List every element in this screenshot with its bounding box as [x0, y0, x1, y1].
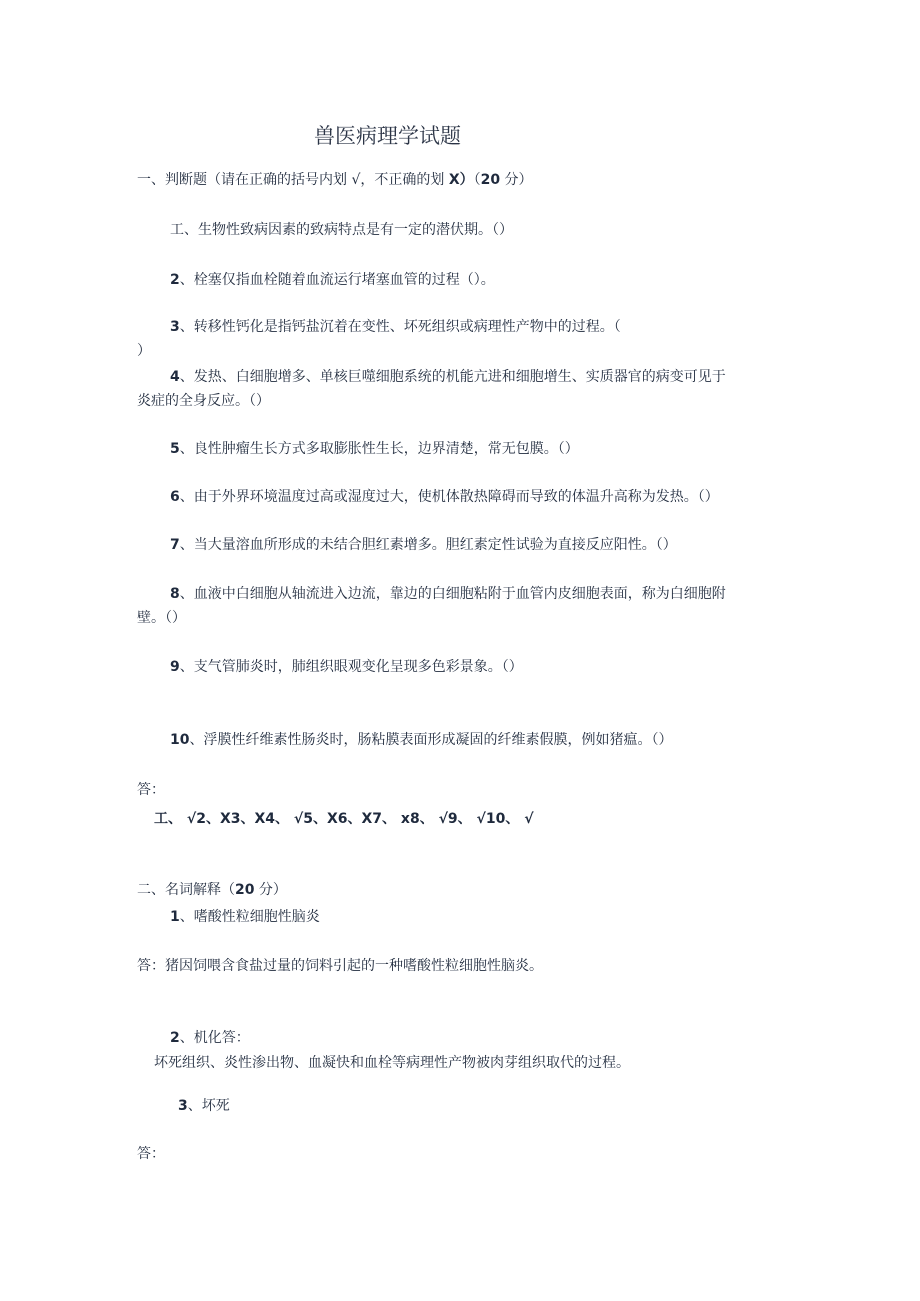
section1-heading-paren: （: [473, 172, 481, 188]
term-text: 、嗜酸性粒细胞性脑炎: [179, 909, 320, 925]
question-number: 8: [170, 586, 180, 602]
question-8: [170, 584, 726, 604]
section2-heading: [137, 880, 287, 900]
question-5: [170, 439, 579, 459]
question-1: [170, 220, 513, 240]
question-6: [170, 487, 719, 507]
question-3: [170, 317, 621, 337]
question-number: 5: [170, 441, 180, 457]
section1-answer-label: 答：: [137, 782, 165, 798]
question-9: [170, 657, 523, 677]
question-number: 4: [170, 369, 180, 385]
section1-heading-score: 20: [480, 172, 501, 188]
question-4-continuation: 炎症的全身反应。（）: [137, 393, 270, 409]
question-number: 2: [170, 272, 180, 288]
term-number: 3: [178, 1098, 188, 1114]
question-text: 、浮膜性纤维素性肠炎时，肠粘膜表面形成凝固的纤维素假膜，例如猪瘟。（）: [189, 732, 673, 748]
question-text: 、由于外界环境温度过高或湿度过大，使机体散热障碍而导致的体温升高称为发热。（）: [179, 489, 719, 505]
section2-heading-tail: 分）: [254, 882, 287, 898]
question-7: [170, 535, 677, 555]
question-number: 3: [170, 319, 180, 335]
question-text: 、当大量溶血所形成的未结合胆红素增多。胆红素定性试验为直接反应阳性。（）: [179, 537, 677, 553]
question-number: 6: [170, 489, 180, 505]
question-3-continuation: ）: [137, 343, 151, 359]
term-text: 、坏死: [187, 1098, 230, 1114]
question-number: 7: [170, 537, 180, 553]
question-text: 、生物性致病因素的致病特点是有一定的潜伏期。（）: [184, 222, 513, 238]
term-1: [170, 907, 320, 927]
section1-heading-text: 一、判断题（请在正确的括号内划 √，不正确的划: [137, 172, 449, 188]
term-number: 1: [170, 909, 180, 925]
question-text: 、支气管肺炎时，肺组织眼观变化呈现多色彩景象。（）: [179, 659, 523, 675]
section1-heading-tail: 分）: [500, 172, 533, 188]
term-number: 2: [170, 1030, 180, 1046]
question-text: 、良性肿瘤生长方式多取膨胀性生长，边界清楚，常无包膜。（）: [179, 441, 579, 457]
question-10: [170, 730, 672, 750]
question-4: [170, 367, 726, 387]
question-text: 、发热、白细胞增多、单核巨噬细胞系统的机能亢进和细胞增生、实质器官的病变可见于: [179, 369, 726, 385]
section1-heading: [137, 170, 533, 190]
question-number: 工: [170, 222, 184, 238]
term-3: [178, 1096, 230, 1116]
question-text: 、转移性钙化是指钙盐沉着在变性、坏死组织或病理性产物中的过程。（: [179, 319, 621, 335]
section2-heading-text: 二、名词解释（: [137, 882, 235, 898]
question-2: [170, 270, 495, 290]
section1-heading-mark: X）: [448, 172, 474, 188]
question-number: 9: [170, 659, 180, 675]
question-8-continuation: 壁。（）: [137, 610, 186, 626]
question-number: 10: [170, 732, 190, 748]
page-title: 兽医病理学试题: [314, 124, 461, 148]
term-3-answer: 答：: [137, 1146, 165, 1162]
question-text: 、血液中白细胞从轴流进入边流，靠边的白细胞粘附于血管内皮细胞表面，称为白细胞附: [179, 586, 726, 602]
section2-heading-score: 20: [235, 882, 255, 898]
question-text: 、栓塞仅指血栓随着血流运行堵塞血管的过程（）。: [179, 272, 495, 288]
term-1-answer: 答：猪因饲喂含食盐过量的饲料引起的一种嗜酸性粒细胞性脑炎。: [137, 958, 543, 974]
section1-answer-line: 工、 √2、X3、X4、 √5、X6、X7、 x8、 √9、 √10、 √: [154, 811, 534, 827]
term-2-answer: 坏死组织、炎性渗出物、血凝快和血栓等病理性产物被肉芽组织取代的过程。: [154, 1055, 630, 1071]
term-2: [170, 1028, 250, 1048]
term-text: 、机化答：: [179, 1030, 250, 1046]
